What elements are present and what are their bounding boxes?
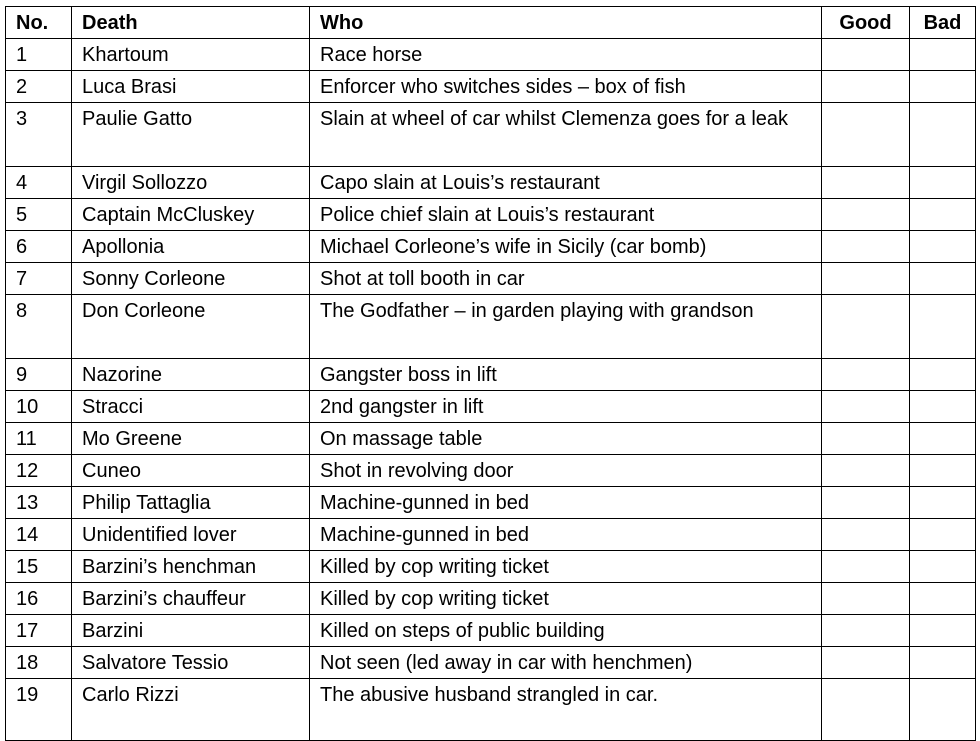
- table-row: [6, 679, 976, 741]
- cell-bad[interactable]: [910, 519, 976, 551]
- cell-who: Machine-gunned in bed: [310, 487, 822, 519]
- cell-bad[interactable]: [910, 359, 976, 391]
- cell-bad[interactable]: [910, 199, 976, 231]
- cell-death: Virgil Sollozzo: [72, 167, 310, 199]
- cell-no: 8: [6, 295, 72, 359]
- cell-bad[interactable]: [910, 551, 976, 583]
- cell-death: Nazorine: [72, 359, 310, 391]
- cell-no: 9: [6, 359, 72, 391]
- cell-good[interactable]: [822, 231, 910, 263]
- header-good: Good: [822, 7, 910, 39]
- cell-bad[interactable]: [910, 295, 976, 359]
- cell-who: Race horse: [310, 39, 822, 71]
- cell-good[interactable]: [822, 39, 910, 71]
- cell-good[interactable]: [822, 423, 910, 455]
- cell-bad[interactable]: [910, 71, 976, 103]
- table-row: [6, 295, 976, 359]
- cell-death: Philip Tattaglia: [72, 487, 310, 519]
- cell-bad[interactable]: [910, 615, 976, 647]
- cell-bad[interactable]: [910, 103, 976, 167]
- table-row: [6, 391, 976, 423]
- cell-death: Don Corleone: [72, 295, 310, 359]
- cell-no: 10: [6, 391, 72, 423]
- cell-death: Barzini’s henchman: [72, 551, 310, 583]
- cell-who: Slain at wheel of car whilst Clemenza goes for a leak: [310, 103, 822, 167]
- cell-death: Sonny Corleone: [72, 263, 310, 295]
- table-row: [6, 455, 976, 487]
- cell-who: Killed by cop writing ticket: [310, 583, 822, 615]
- cell-death: Captain McCluskey: [72, 199, 310, 231]
- cell-no: 5: [6, 199, 72, 231]
- cell-no: 16: [6, 583, 72, 615]
- cell-death: Mo Greene: [72, 423, 310, 455]
- cell-death: Carlo Rizzi: [72, 679, 310, 741]
- cell-who: Shot at toll booth in car: [310, 263, 822, 295]
- cell-death: Salvatore Tessio: [72, 647, 310, 679]
- cell-no: 14: [6, 519, 72, 551]
- cell-no: 6: [6, 231, 72, 263]
- cell-bad[interactable]: [910, 263, 976, 295]
- cell-good[interactable]: [822, 615, 910, 647]
- cell-no: 2: [6, 71, 72, 103]
- cell-good[interactable]: [822, 71, 910, 103]
- cell-who: Gangster boss in lift: [310, 359, 822, 391]
- cell-good[interactable]: [822, 391, 910, 423]
- table-row: [6, 263, 976, 295]
- cell-death: Barzini’s chauffeur: [72, 583, 310, 615]
- table-row: [6, 39, 976, 71]
- table-row: [6, 647, 976, 679]
- cell-no: 15: [6, 551, 72, 583]
- cell-who: The Godfather – in garden playing with grandson: [310, 295, 822, 359]
- cell-bad[interactable]: [910, 391, 976, 423]
- cell-good[interactable]: [822, 359, 910, 391]
- cell-death: Barzini: [72, 615, 310, 647]
- table-row: [6, 423, 976, 455]
- cell-good[interactable]: [822, 263, 910, 295]
- cell-death: Apollonia: [72, 231, 310, 263]
- cell-good[interactable]: [822, 487, 910, 519]
- cell-bad[interactable]: [910, 423, 976, 455]
- table-row: [6, 71, 976, 103]
- table-row: [6, 519, 976, 551]
- header-row: [6, 7, 976, 39]
- cell-death: Paulie Gatto: [72, 103, 310, 167]
- cell-no: 13: [6, 487, 72, 519]
- table-row: [6, 359, 976, 391]
- cell-death: Unidentified lover: [72, 519, 310, 551]
- header-bad: Bad: [910, 7, 976, 39]
- cell-who: Police chief slain at Louis’s restaurant: [310, 199, 822, 231]
- header-no: No.: [6, 7, 72, 39]
- cell-who: On massage table: [310, 423, 822, 455]
- cell-good[interactable]: [822, 455, 910, 487]
- cell-bad[interactable]: [910, 583, 976, 615]
- table-row: [6, 103, 976, 167]
- cell-who: Killed by cop writing ticket: [310, 551, 822, 583]
- cell-good[interactable]: [822, 519, 910, 551]
- cell-death: Cuneo: [72, 455, 310, 487]
- cell-death: Luca Brasi: [72, 71, 310, 103]
- cell-good[interactable]: [822, 583, 910, 615]
- table-row: [6, 199, 976, 231]
- cell-who: Not seen (led away in car with henchmen): [310, 647, 822, 679]
- cell-no: 1: [6, 39, 72, 71]
- cell-good[interactable]: [822, 551, 910, 583]
- cell-good[interactable]: [822, 647, 910, 679]
- cell-good[interactable]: [822, 679, 910, 741]
- cell-good[interactable]: [822, 199, 910, 231]
- cell-bad[interactable]: [910, 455, 976, 487]
- cell-who: Enforcer who switches sides – box of fish: [310, 71, 822, 103]
- cell-bad[interactable]: [910, 39, 976, 71]
- cell-good[interactable]: [822, 103, 910, 167]
- cell-who: Capo slain at Louis’s restaurant: [310, 167, 822, 199]
- cell-no: 17: [6, 615, 72, 647]
- cell-good[interactable]: [822, 295, 910, 359]
- table-row: [6, 583, 976, 615]
- cell-no: 12: [6, 455, 72, 487]
- cell-who: Michael Corleone’s wife in Sicily (car bomb): [310, 231, 822, 263]
- cell-bad[interactable]: [910, 487, 976, 519]
- cell-death: Stracci: [72, 391, 310, 423]
- header-who: Who: [310, 7, 822, 39]
- cell-no: 4: [6, 167, 72, 199]
- cell-no: 19: [6, 679, 72, 741]
- cell-no: 3: [6, 103, 72, 167]
- header-death: Death: [72, 7, 310, 39]
- cell-who: 2nd gangster in lift: [310, 391, 822, 423]
- cell-no: 7: [6, 263, 72, 295]
- cell-who: Shot in revolving door: [310, 455, 822, 487]
- cell-bad[interactable]: [910, 167, 976, 199]
- cell-who: The abusive husband strangled in car.: [310, 679, 822, 741]
- cell-who: Machine-gunned in bed: [310, 519, 822, 551]
- cell-death: Khartoum: [72, 39, 310, 71]
- cell-bad[interactable]: [910, 679, 976, 741]
- cell-bad[interactable]: [910, 231, 976, 263]
- cell-no: 11: [6, 423, 72, 455]
- table-row: [6, 551, 976, 583]
- table-row: [6, 231, 976, 263]
- table-row: [6, 487, 976, 519]
- cell-who: Killed on steps of public building: [310, 615, 822, 647]
- deaths-table: [5, 6, 976, 741]
- table-row: [6, 167, 976, 199]
- cell-good[interactable]: [822, 167, 910, 199]
- table-row: [6, 615, 976, 647]
- cell-bad[interactable]: [910, 647, 976, 679]
- cell-no: 18: [6, 647, 72, 679]
